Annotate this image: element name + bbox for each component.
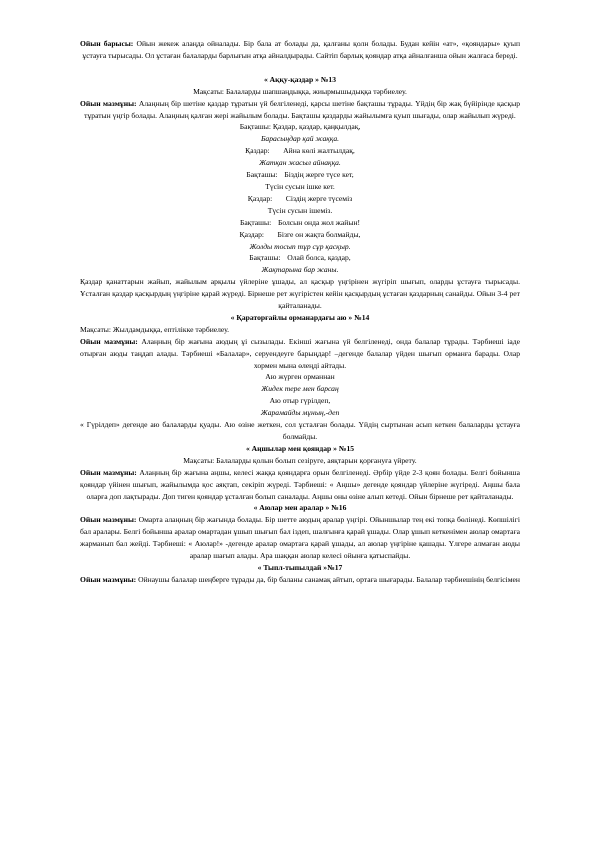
game14-rules (80, 336, 520, 372)
verse-line: Аю отыр гүрілдеп, (269, 396, 331, 406)
game17-rules-text: Ойнаушы балалар шеңберге тұрады да, бір баланы санамақ айтып, ортаға шығарады. Балалар тәрбиешінің белгісімен (138, 574, 520, 584)
verse-text: Айна көлі жалтылдақ, (283, 146, 355, 156)
game15-title: « Аңшылар мен қояндар » №15 (245, 443, 355, 453)
game13-task: Мақсаты: Балаларды шапшаңдыққа, жиырмышыдыққа тәрбиелеу. (193, 86, 407, 96)
verse-speaker: Бақташы: (249, 253, 281, 263)
verse-line (80, 241, 520, 253)
verse-speaker: Қаздар: (245, 146, 270, 156)
verse-line (80, 133, 520, 145)
verse-line (80, 229, 520, 241)
verse-line (80, 193, 520, 205)
verse-line (80, 169, 520, 181)
game13-ending: Қаздар қанаттарын жайып, жайылым арқылы үйлеріне ұшады, ал қасқыр үңгірінен жүгіріп шығып, оларды ұстауға тырысады. Ұсталған қаздар қасқырдың үңгіріне қарай жүреді. Бірнеше рет жүгірістен кейін қасқырдың ұстаған қаздарның санайды. Ойын 3-4 рет қайталанады. (80, 277, 520, 311)
game16-title: « Аюлар мен аралар » №16 (253, 503, 347, 513)
verse-text: Бақташы: Қаздар, қаздар, қаңқылдақ, (239, 122, 361, 132)
verse-line (80, 157, 520, 169)
verse-text: Олай болса, қаздар, (287, 253, 351, 263)
game14-rules-label: Ойын мазмұны: (80, 336, 138, 346)
game14-title: « Қараторғайлы орманардағы аю » №14 (230, 312, 370, 322)
verse-line (80, 217, 520, 229)
verse-line (80, 145, 520, 157)
verse-text: Жолды тосып тұр сұр қасқыр. (249, 241, 351, 251)
verse-speaker: Қаздар: (247, 193, 273, 203)
verse-text: Сіздің жерге түсеміз (285, 193, 353, 203)
game13-rules-label: Ойын мазмұны: (80, 98, 137, 108)
verse-line: Жидек тере мен барсаң (261, 384, 339, 394)
verse-line (80, 121, 520, 133)
game13-verse (80, 121, 520, 276)
game15-task: Мақсаты: Балаларды қолын болып сезіруге, аяқтарын қорғануға үйрету. (183, 455, 417, 465)
game14-task: Мақсаты: Жылдамдыққа, ептілікке тәрбиелеу. (80, 324, 230, 334)
verse-text: Барасыңдар қай жаққа. (260, 134, 340, 144)
intro-paragraph (80, 38, 520, 62)
verse-line (80, 181, 520, 193)
game13-title: « Аққу-қаздар » №13 (263, 74, 337, 84)
verse-speaker: Бақташы: (239, 217, 272, 227)
document-body (80, 38, 520, 586)
intro-label: Ойын барысы: (80, 39, 134, 48)
verse-line: Аю жүрген орманнан (265, 372, 335, 382)
verse-line (80, 252, 520, 264)
verse-text: Түсін сусын ішке кет. (265, 181, 335, 191)
game16-rules-label: Ойын мазмұны: (80, 515, 137, 525)
game14-rules-text: Алаңның бір жағына аюдың ұі сызылады. Екінші жағына үй белгіленеді, онда балалар тұрады. Тәрбиеші іаде отырған аюды таңдап алады. Тәрбиеші «Балалар», серуендеуге барыңдар! –дегенде балалар үйден шығып орманға барады. Олар хормен мына өлеңді айтады. (80, 336, 520, 370)
verse-text: Жақтарына бар жаны. (261, 265, 339, 275)
verse-text: Біздің жерге түсе кет, (284, 170, 354, 180)
verse-line: Жарамайды мұның,-деп (260, 408, 340, 418)
game16-rules-text: Омарта алаңның бір жағында болады. Бір шетте аюдың аралар үңгірі. Ойыншылар тең екі топқа бөлінеді. Көпшілігі бал аралары. Белгі бойынша аралар омартадан ұшып шығып бал іздеп, шалғынға қарай ұшады. Олар ұшып кеткенімен аюлар омартаға жарманып бал жейді. Тәрбиеші: « Аюлар!» -дегенде аралар омартаға қарай ұшады, ал аюлар үңгіріне қашады. Үлгере алмаған аюды аралар шағып алады. Ара шаққан аюлар келесі ойынға қатыспайды. (80, 515, 520, 561)
game15-rules-text: Алаңның бір жағына аңшы, келесі жаққа қояндарға орын белгіленеді. Әрбір үйде 2-3 қоян болады. Белгі бойынша қояндар үйінен шығып, жайылымда қос аяқтап, секіріп жүреді. Тәрбиеші: « Аңшы» дегенде қояндар үйлеріне жүгіреді. Аңшы бала оларға доп лақтырады. Доп тиген қояндар ұсталған болып саналады. Аңшы оны өзіне алып кетеді. Ойын бірнеше рет қайталанады. (80, 467, 521, 501)
verse-speaker: Қаздар: (239, 229, 264, 239)
verse-line (80, 205, 520, 217)
verse-text: Түсін сусын ішеміз. (267, 205, 333, 215)
game13-rules (80, 98, 520, 122)
game17-title: « Тыпл-тыпылдай »№17 (257, 562, 343, 572)
verse-text: Жатқан жасыл айнаққа. (259, 158, 341, 168)
game14-verse (80, 371, 520, 419)
verse-speaker: Бақташы: (246, 170, 278, 180)
game13-rules-text: Алаңның бір шетіне қаздар тұратын үй белгіленеді, қарсы шетіне бақташы тұрады. Үйдің бір жақ бүйірінде қасқыр тұратын үңгір болады. Алаңның қалған жері жайылым болады. Бақташы қаздарды жайылымға қуып шығады, олар жайылып жүреді. (84, 98, 521, 120)
intro-text: Ойын жекеж алаңда ойналады. Бір бала ат болады да, қалғаны қолн болады. Будан кейін «ат», «қояндары» қуып ұстауға тырысады. Ол ұстаған балаларды барлығын атқа айналдырады. Сайтіп барлық қояндар атқа айналғанша ойын жалғаса береді. (82, 39, 521, 60)
verse-line (80, 264, 520, 276)
verse-text: Бізге он жақта болмайды, (277, 229, 361, 239)
verse-text: Болсын онда жол жайын! (277, 217, 361, 227)
game15-rules-label: Ойын мазмұны: (80, 467, 137, 477)
game15-rules (80, 467, 520, 503)
game14-ending: « Гүрілдеп» дегенде аю балаларды қуады. Аю өзіне жеткен, сол ұсталған болады. Үйдің сыртынан асып кеткен балаларды ұстауға болмайды. (80, 420, 520, 441)
game17-rules-label: Ойын мазмұны: (80, 574, 137, 584)
game17-rules (80, 574, 520, 586)
game16-rules (80, 514, 520, 562)
